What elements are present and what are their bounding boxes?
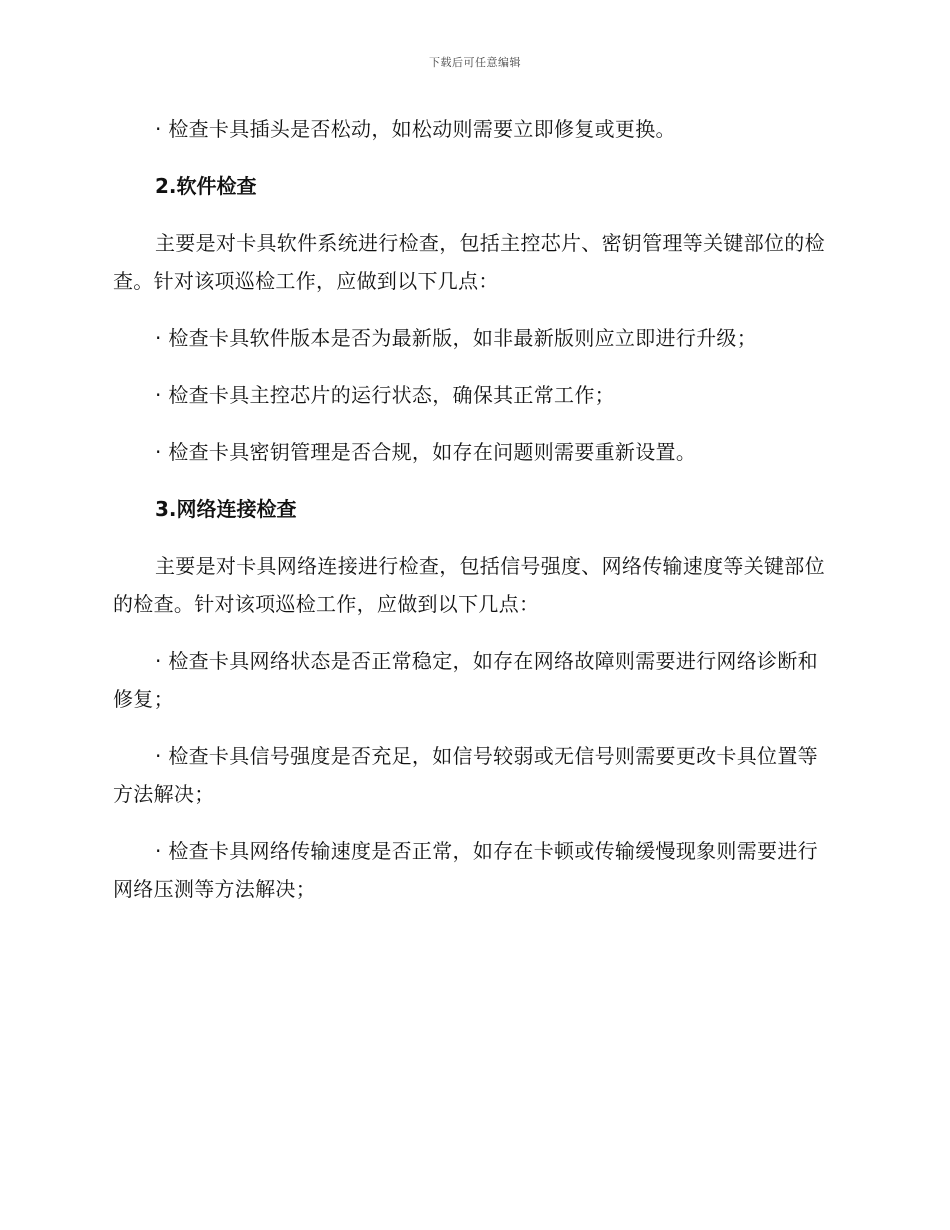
paragraph-network-intro: 主要是对卡具网络连接进行检查，包括信号强度、网络传输速度等关键部位的检查。针对该项巡检工作，应做到以下几点： — [113, 554, 825, 616]
bullet-transfer-speed: · 检查卡具网络传输速度是否正常，如存在卡顿或传输缓慢现象则需要进行网络压测等方法解决； — [113, 839, 818, 901]
bullet-plug-check: · 检查卡具插头是否松动，如松动则需要立即修复或更换。 — [155, 117, 676, 141]
bullet-signal-strength: · 检查卡具信号强度是否充足，如信号较弱或无信号则需要更改卡具位置等方法解决； — [113, 744, 818, 806]
bullet-chip-status: · 检查卡具主控芯片的运行状态，确保其正常工作； — [155, 383, 615, 407]
section-heading-software: 2.软件检查 — [155, 174, 257, 198]
bullet-software-version: · 检查卡具软件版本是否为最新版，如非最新版则应立即进行升级； — [155, 326, 758, 350]
page-header-note: 下载后可任意编辑 — [429, 56, 521, 69]
document-body — [113, 110, 833, 927]
bullet-network-status: · 检查卡具网络状态是否正常稳定，如存在网络故障则需要进行网络诊断和修复； — [113, 649, 818, 711]
paragraph-software-intro: 主要是对卡具软件系统进行检查，包括主控芯片、密钥管理等关键部位的检查。针对该项巡检工作，应做到以下几点： — [113, 231, 825, 293]
section-heading-network: 3.网络连接检查 — [155, 497, 297, 521]
bullet-key-management: · 检查卡具密钥管理是否合规，如存在问题则需要重新设置。 — [155, 440, 697, 464]
